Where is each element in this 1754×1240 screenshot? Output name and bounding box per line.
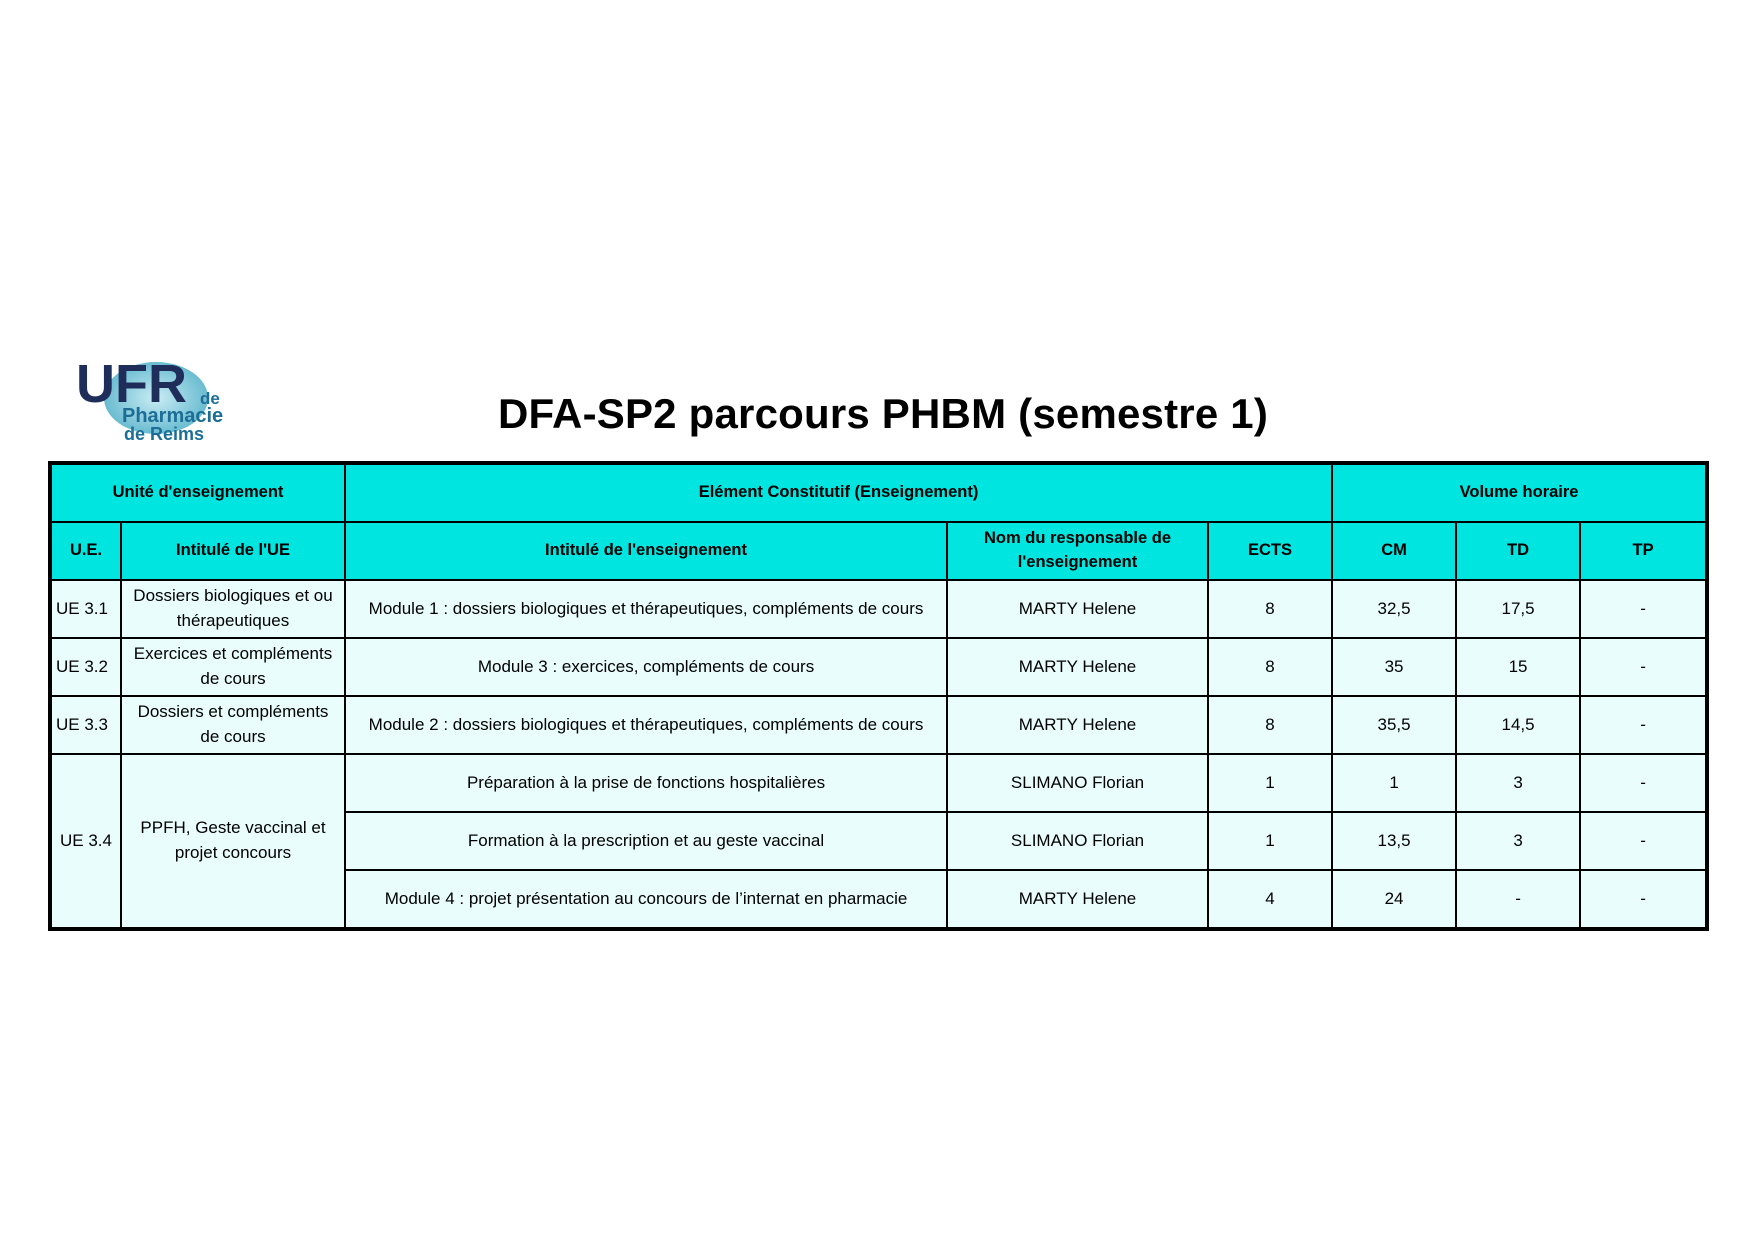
cell-tp: - — [1580, 870, 1706, 928]
logo-line1: de — [200, 389, 220, 408]
cell-td: 15 — [1456, 638, 1580, 696]
cell-ects: 1 — [1208, 812, 1332, 870]
cell-course: Module 4 : projet présentation au concours de l’internat en pharmacie — [345, 870, 947, 928]
cell-tp: - — [1580, 812, 1706, 870]
cell-ects: 8 — [1208, 580, 1332, 638]
cell-ue-code: UE 3.4 — [51, 754, 121, 928]
cell-course: Formation à la prescription et au geste vaccinal — [345, 812, 947, 870]
cell-tp: - — [1580, 580, 1706, 638]
col-ue-title: Intitulé de l'UE — [121, 522, 345, 580]
cell-ue-title: Dossiers biologiques et ou thérapeutiques — [121, 580, 345, 638]
col-cm: CM — [1332, 522, 1456, 580]
col-responsible: Nom du responsable de l'enseignement — [947, 522, 1208, 580]
cell-responsible: MARTY Helene — [947, 870, 1208, 928]
cell-responsible: SLIMANO Florian — [947, 754, 1208, 812]
cell-ects: 8 — [1208, 696, 1332, 754]
logo-letters: UFR — [76, 354, 187, 414]
cell-ects: 8 — [1208, 638, 1332, 696]
cell-course: Module 3 : exercices, compléments de cours — [345, 638, 947, 696]
page-title-text: DFA-SP2 parcours PHBM (semestre 1) — [497, 390, 1269, 437]
col-td: TD — [1456, 522, 1580, 580]
col-ue-code: U.E. — [51, 522, 121, 580]
curriculum-table — [50, 463, 1707, 929]
cell-cm: 24 — [1332, 870, 1456, 928]
cell-td: 3 — [1456, 754, 1580, 812]
cell-responsible: MARTY Helene — [947, 696, 1208, 754]
header-vh-group: Volume horaire — [1332, 464, 1706, 522]
cell-ects: 4 — [1208, 870, 1332, 928]
table-row — [51, 580, 1706, 638]
group-header-row — [51, 464, 1706, 522]
column-header-row — [51, 522, 1706, 580]
cell-cm: 35,5 — [1332, 696, 1456, 754]
cell-td: 17,5 — [1456, 580, 1580, 638]
cell-ue-title: Exercices et compléments de cours — [121, 638, 345, 696]
cell-responsible: MARTY Helene — [947, 638, 1208, 696]
table-row — [51, 754, 1706, 812]
header-ec-group: Elément Constitutif (Enseignement) — [345, 464, 1332, 522]
cell-cm: 32,5 — [1332, 580, 1456, 638]
cell-responsible: MARTY Helene — [947, 580, 1208, 638]
header-ue-group: Unité d'enseignement — [51, 464, 345, 522]
cell-cm: 13,5 — [1332, 812, 1456, 870]
col-course-title: Intitulé de l'enseignement — [345, 522, 947, 580]
cell-cm: 35 — [1332, 638, 1456, 696]
cell-ue-code: UE 3.3 — [51, 696, 121, 754]
cell-course: Préparation à la prise de fonctions hospitalières — [345, 754, 947, 812]
cell-ue-code: UE 3.1 — [51, 580, 121, 638]
cell-td: 3 — [1456, 812, 1580, 870]
page-title — [0, 390, 1754, 438]
cell-ue-title: PPFH, Geste vaccinal et projet concours — [121, 754, 345, 928]
table-row — [51, 638, 1706, 696]
cell-responsible: SLIMANO Florian — [947, 812, 1208, 870]
cell-ue-title: Dossiers et compléments de cours — [121, 696, 345, 754]
logo-line2: Pharmacie — [122, 405, 224, 427]
table-row — [51, 696, 1706, 754]
cell-td: 14,5 — [1456, 696, 1580, 754]
col-ects: ECTS — [1208, 522, 1332, 580]
cell-ects: 1 — [1208, 754, 1332, 812]
logo-line3: de Reims — [124, 424, 205, 442]
cell-course: Module 1 : dossiers biologiques et thérapeutiques, compléments de cours — [345, 580, 947, 638]
col-tp: TP — [1580, 522, 1706, 580]
cell-tp: - — [1580, 638, 1706, 696]
cell-cm: 1 — [1332, 754, 1456, 812]
cell-ue-code: UE 3.2 — [51, 638, 121, 696]
cell-tp: - — [1580, 754, 1706, 812]
cell-course: Module 2 : dossiers biologiques et thérapeutiques, compléments de cours — [345, 696, 947, 754]
cell-td: - — [1456, 870, 1580, 928]
cell-tp: - — [1580, 696, 1706, 754]
